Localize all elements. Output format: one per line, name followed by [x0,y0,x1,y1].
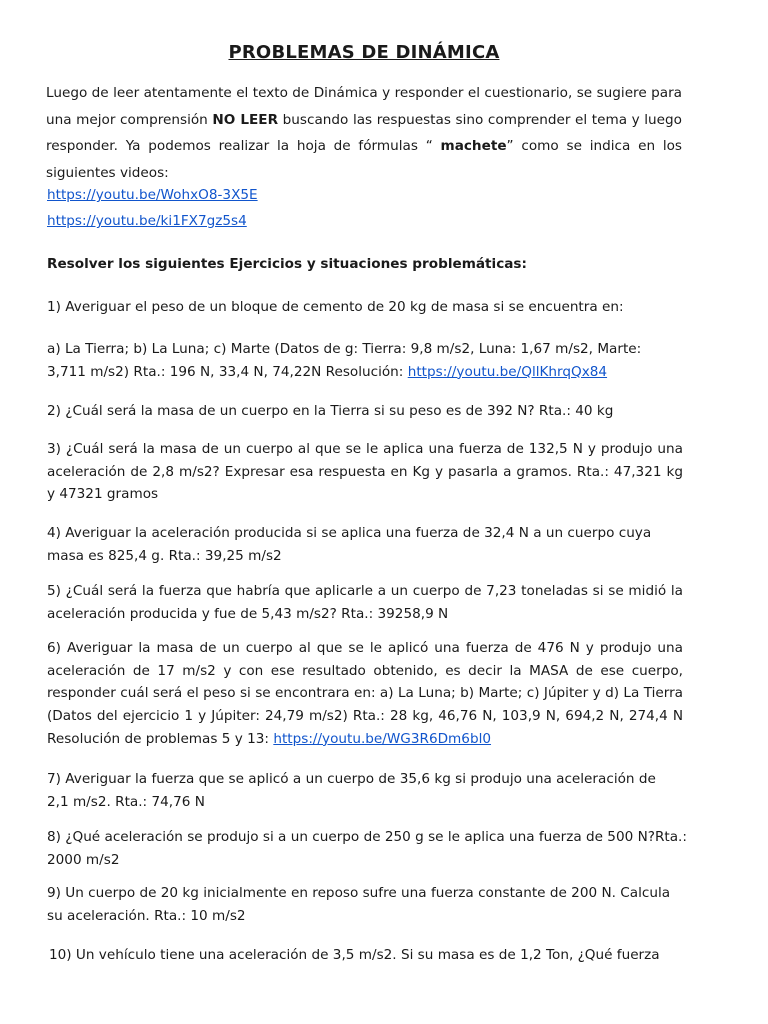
intro-bold-machete: machete [440,138,507,154]
problem-10: 10) Un vehículo tiene una aceleración de 3,5 m/s2. Si su masa es de 1,2 Ton, ¿Qué fuerza [49,947,660,963]
intro-bold-no-leer: NO LEER [212,111,279,128]
video-link-2[interactable]: https://youtu.be/ki1FX7gz5s4 [47,213,247,229]
page-title: PROBLEMAS DE DINÁMICA [228,42,500,63]
problem-5: 5) ¿Cuál será la fuerza que habría que aplicarle a un cuerpo de 7,23 toneladas si se midió la aceleración producida y fue de 5,43 m/s2? Rta.: 39258,9 N [47,583,683,622]
intro-paragraph [46,80,682,186]
problem-4: 4) Averiguar la aceleración producida si se aplica una fuerza de 32,4 N a un cuerpo cuya masa es 825,4 g. Rta.: 39,25 m/s2 [47,525,652,564]
resolution-link-1[interactable]: https://youtu.be/QllKhrqQx84 [407,363,608,380]
problem-6-text: 6) Averiguar la masa de un cuerpo al que se le aplicó una fuerza de 476 N y produjo una aceleración de 17 m/s2 y con ese resultado obtenido, es decir la MASA de ese cuerpo, responder cuál será el peso si se encontrara en: a) La Luna; b) Marte; c) Júpiter y d) La Tierra (Datos del ejercicio 1 y Júpiter: 24,79 m/s2) Rta.: 28 kg, 46,76 N, 103,9 N, 694,2 N, 274,4 N Resolución de problemas 5 y 13: [47,640,683,747]
problem-2: 2) ¿Cuál será la masa de un cuerpo en la Tierra si su peso es de 392 N? Rta.: 40 kg [47,403,614,419]
problem-8: 8) ¿Qué aceleración se produjo si a un cuerpo de 250 g se le aplica una fuerza de 500 N?Rta.: 2000 m/s2 [47,829,687,868]
problem-1: 1) Averiguar el peso de un bloque de cemento de 20 kg de masa si se encuentra en: [47,299,624,315]
intro-text-3: ” como se indica en los siguientes videos: [46,138,683,181]
problem-9: 9) Un cuerpo de 20 kg inicialmente en reposo sufre una fuerza constante de 200 N. Calcula su aceleración. Rta.: 10 m/s2 [47,885,671,924]
problem-3: 3) ¿Cuál será la masa de un cuerpo al que se le aplica una fuerza de 132,5 N y produjo una aceleración de 2,8 m/s2? Expresar esa respuesta en Kg y pasarla a gramos. Rta.: 47,321 kg y 47321 gramos [47,441,683,503]
intro-text-1: Luego de leer atentamente el texto de Dinámica y responder el cuestionario, se sugiere para una mejor comprensión [46,85,682,128]
problem-6 [47,637,683,751]
intro-text-2: buscando las respuestas sino comprender el tema y luego responder. Ya podemos realizar la hoja de fórmulas “ [46,111,682,154]
problem-1-items-text: a) La Tierra; b) La Luna; c) Marte (Datos de g: Tierra: 9,8 m/s2, Luna: 1,67 m/s2, Marte: 3,711 m/s2) Rta.: 196 N, 33,4 N, 74,22N Resolución: [47,341,642,380]
problem-1-items [47,338,647,383]
section-heading: Resolver los siguientes Ejercicios y situaciones problemáticas: [47,256,527,272]
resolution-link-2[interactable]: https://youtu.be/WG3R6Dm6bl0 [273,730,492,747]
video-link-1[interactable]: https://youtu.be/WohxO8-3X5E [47,187,258,203]
problem-7: 7) Averiguar la fuerza que se aplicó a un cuerpo de 35,6 kg si produjo una aceleración de 2,1 m/s2. Rta.: 74,76 N [47,771,656,810]
